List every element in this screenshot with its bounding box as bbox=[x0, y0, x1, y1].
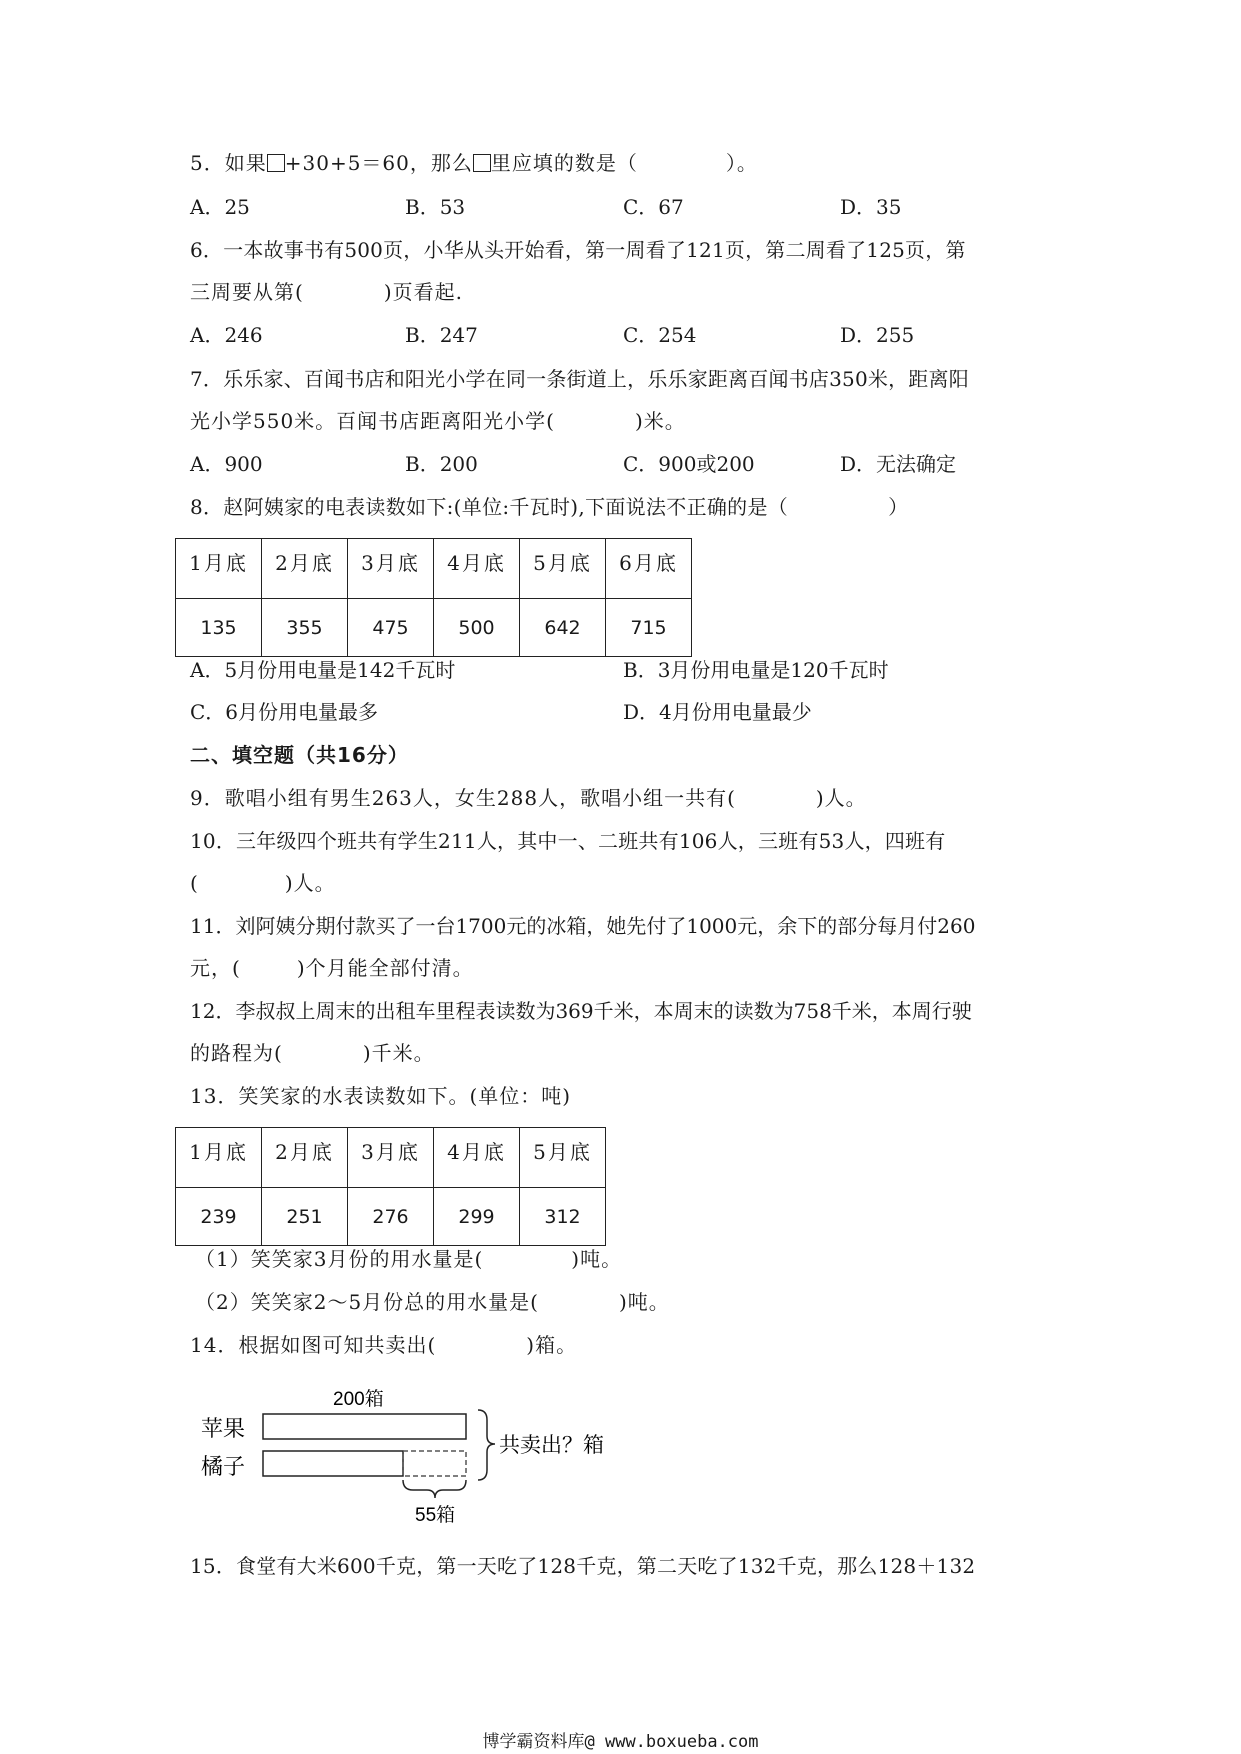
q8-stem-a: 8．赵阿姨家的电表读数如下:(单位:千瓦时),下面说法不正确的是（ bbox=[190, 495, 789, 519]
q11-line2 bbox=[190, 956, 474, 980]
q5-option-c[interactable]: C．67 bbox=[623, 195, 684, 219]
q5-post: 里应填的数是（ bbox=[490, 151, 638, 175]
q7-option-a[interactable]: A．900 bbox=[190, 452, 263, 476]
q8-option-b[interactable]: B．3月份用电量是120千瓦时 bbox=[623, 658, 889, 682]
diagram-total-label: 共卖出？箱 bbox=[499, 1433, 604, 1457]
q8-option-c[interactable]: C．6月份用电量最多 bbox=[190, 700, 379, 724]
orange-missing-bar bbox=[403, 1451, 466, 1476]
q15-line1: 15．食堂有大米600千克，第一天吃了128千克，第二天吃了132千克，那么128＋132 bbox=[190, 1554, 976, 1578]
q7-line2a: 光小学550米。百闻书店距离阳光小学( bbox=[190, 409, 555, 433]
table-header-cell: 2月底 bbox=[262, 1128, 348, 1188]
page-footer: 博学霸资料库@ www.boxueba.com bbox=[482, 1732, 759, 1752]
q7-line1: 7．乐乐家、百闻书店和阳光小学在同一条街道上，乐乐家距离百闻书店350米，距离阳 bbox=[190, 367, 969, 391]
q5-end: ）。 bbox=[725, 151, 758, 175]
q5-pre: 5．如果 bbox=[190, 151, 267, 175]
table-value-row bbox=[176, 1188, 606, 1246]
table-value-row bbox=[176, 599, 692, 657]
q6-option-c[interactable]: C．254 bbox=[623, 323, 697, 347]
table-value-cell: 642 bbox=[520, 599, 606, 657]
q6-line2 bbox=[190, 280, 463, 304]
q9-a: 9．歌唱小组有男生263人，女生288人，歌唱小组一共有( bbox=[190, 786, 736, 810]
q13-sub1a: （1）笑笑家3月份的用水量是( bbox=[195, 1247, 484, 1271]
q5-stem bbox=[190, 151, 758, 175]
table-value-cell: 299 bbox=[434, 1188, 520, 1246]
electric-meter-table bbox=[175, 538, 692, 657]
q7-option-c[interactable]: C．900或200 bbox=[623, 452, 755, 476]
table-value-cell: 135 bbox=[176, 599, 262, 657]
q6-option-a[interactable]: A．246 bbox=[190, 323, 263, 347]
table-value-cell: 475 bbox=[348, 599, 434, 657]
q13-stem: 13．笑笑家的水表读数如下。(单位：吨) bbox=[190, 1084, 572, 1108]
q7-option-d[interactable]: D．无法确定 bbox=[840, 452, 957, 476]
q7-option-b[interactable]: B．200 bbox=[405, 452, 478, 476]
q9-stem bbox=[190, 786, 867, 810]
q12-line2a: 的路程为( bbox=[190, 1041, 283, 1065]
table-header-cell: 5月底 bbox=[520, 1128, 606, 1188]
table-value-cell: 355 bbox=[262, 599, 348, 657]
table-header-cell: 5月底 bbox=[520, 539, 606, 599]
q6-option-d[interactable]: D．255 bbox=[840, 323, 915, 347]
table-value-cell: 239 bbox=[176, 1188, 262, 1246]
table-header-cell: 4月底 bbox=[434, 1128, 520, 1188]
q12-line2 bbox=[190, 1041, 435, 1065]
table-header-cell: 3月底 bbox=[348, 539, 434, 599]
q6-option-b[interactable]: B．247 bbox=[405, 323, 478, 347]
q6-line1: 6．一本故事书有500页，小华从头开始看，第一周看了121页，第二周看了125页，第 bbox=[190, 238, 966, 262]
q14-stem-b: )箱。 bbox=[526, 1333, 578, 1357]
q13-sub1b: )吨。 bbox=[571, 1247, 623, 1271]
q12-line2b: )千米。 bbox=[362, 1041, 435, 1065]
apple-bar bbox=[263, 1414, 466, 1439]
q14-stem-a: 14．根据如图可知共卖出( bbox=[190, 1333, 437, 1357]
q13-sub1 bbox=[195, 1247, 622, 1271]
q6-line2b: )页看起. bbox=[383, 280, 463, 304]
q10-line1: 10．三年级四个班共有学生211人，其中一、二班共有106人，三班有53人，四班有 bbox=[190, 829, 946, 853]
q14-stem bbox=[190, 1333, 577, 1357]
table-header-cell: 6月底 bbox=[606, 539, 692, 599]
table-header-cell: 4月底 bbox=[434, 539, 520, 599]
diff-brace bbox=[403, 1480, 466, 1498]
water-meter-table bbox=[175, 1127, 606, 1246]
q5-option-d[interactable]: D．35 bbox=[840, 195, 902, 219]
table-header-row bbox=[176, 539, 692, 599]
section-title: 二、填空题（共16分） bbox=[190, 743, 409, 767]
q8-option-a[interactable]: A．5月份用电量是142千瓦时 bbox=[190, 658, 456, 682]
q11-line2a: 元，( bbox=[190, 956, 241, 980]
q8-stem-b: ） bbox=[888, 495, 909, 519]
blank-square-icon bbox=[267, 154, 285, 172]
q9-b: )人。 bbox=[815, 786, 867, 810]
table-header-cell: 1月底 bbox=[176, 539, 262, 599]
table-value-cell: 715 bbox=[606, 599, 692, 657]
diagram-diff-label: 55箱 bbox=[415, 1505, 456, 1526]
table-header-cell: 2月底 bbox=[262, 539, 348, 599]
q7-line2b: )米。 bbox=[634, 409, 686, 433]
q11-line1: 11．刘阿姨分期付款买了一台1700元的冰箱，她先付了1000元，余下的部分每月付260 bbox=[190, 914, 976, 938]
table-value-cell: 312 bbox=[520, 1188, 606, 1246]
q11-line2b: )个月能全部付清。 bbox=[296, 956, 474, 980]
q13-sub2 bbox=[195, 1290, 670, 1314]
q6-line2a: 三周要从第( bbox=[190, 280, 304, 304]
q8-option-d[interactable]: D．4月份用电量最少 bbox=[623, 700, 812, 724]
q7-line2 bbox=[190, 409, 686, 433]
q13-sub2a: （2）笑笑家2～5月份总的用水量是( bbox=[195, 1290, 539, 1314]
diagram-top-label: 200箱 bbox=[333, 1389, 384, 1410]
q10-line2b: )人。 bbox=[284, 871, 336, 895]
table-value-cell: 276 bbox=[348, 1188, 434, 1246]
orange-bar bbox=[263, 1451, 403, 1476]
diagram-orange-label: 橘子 bbox=[201, 1455, 246, 1480]
q8-stem bbox=[190, 495, 908, 519]
blank-square-icon bbox=[473, 154, 491, 172]
total-brace bbox=[478, 1410, 495, 1480]
q5-option-b[interactable]: B．53 bbox=[405, 195, 466, 219]
q10-line2a: ( bbox=[190, 871, 199, 895]
table-value-cell: 251 bbox=[262, 1188, 348, 1246]
table-header-cell: 3月底 bbox=[348, 1128, 434, 1188]
table-value-cell: 500 bbox=[434, 599, 520, 657]
q5-option-a[interactable]: A．25 bbox=[190, 195, 250, 219]
line-segment-diagram bbox=[195, 1380, 635, 1530]
diagram-apple-label: 苹果 bbox=[201, 1417, 246, 1442]
table-header-cell: 1月底 bbox=[176, 1128, 262, 1188]
q5-expr: +30+5＝60，那么 bbox=[284, 151, 473, 175]
table-header-row bbox=[176, 1128, 606, 1188]
q12-line1: 12．李叔叔上周末的出租车里程表读数为369千米，本周末的读数为758千米，本周行驶 bbox=[190, 999, 972, 1023]
q13-sub2b: )吨。 bbox=[618, 1290, 670, 1314]
q10-line2 bbox=[190, 871, 336, 895]
